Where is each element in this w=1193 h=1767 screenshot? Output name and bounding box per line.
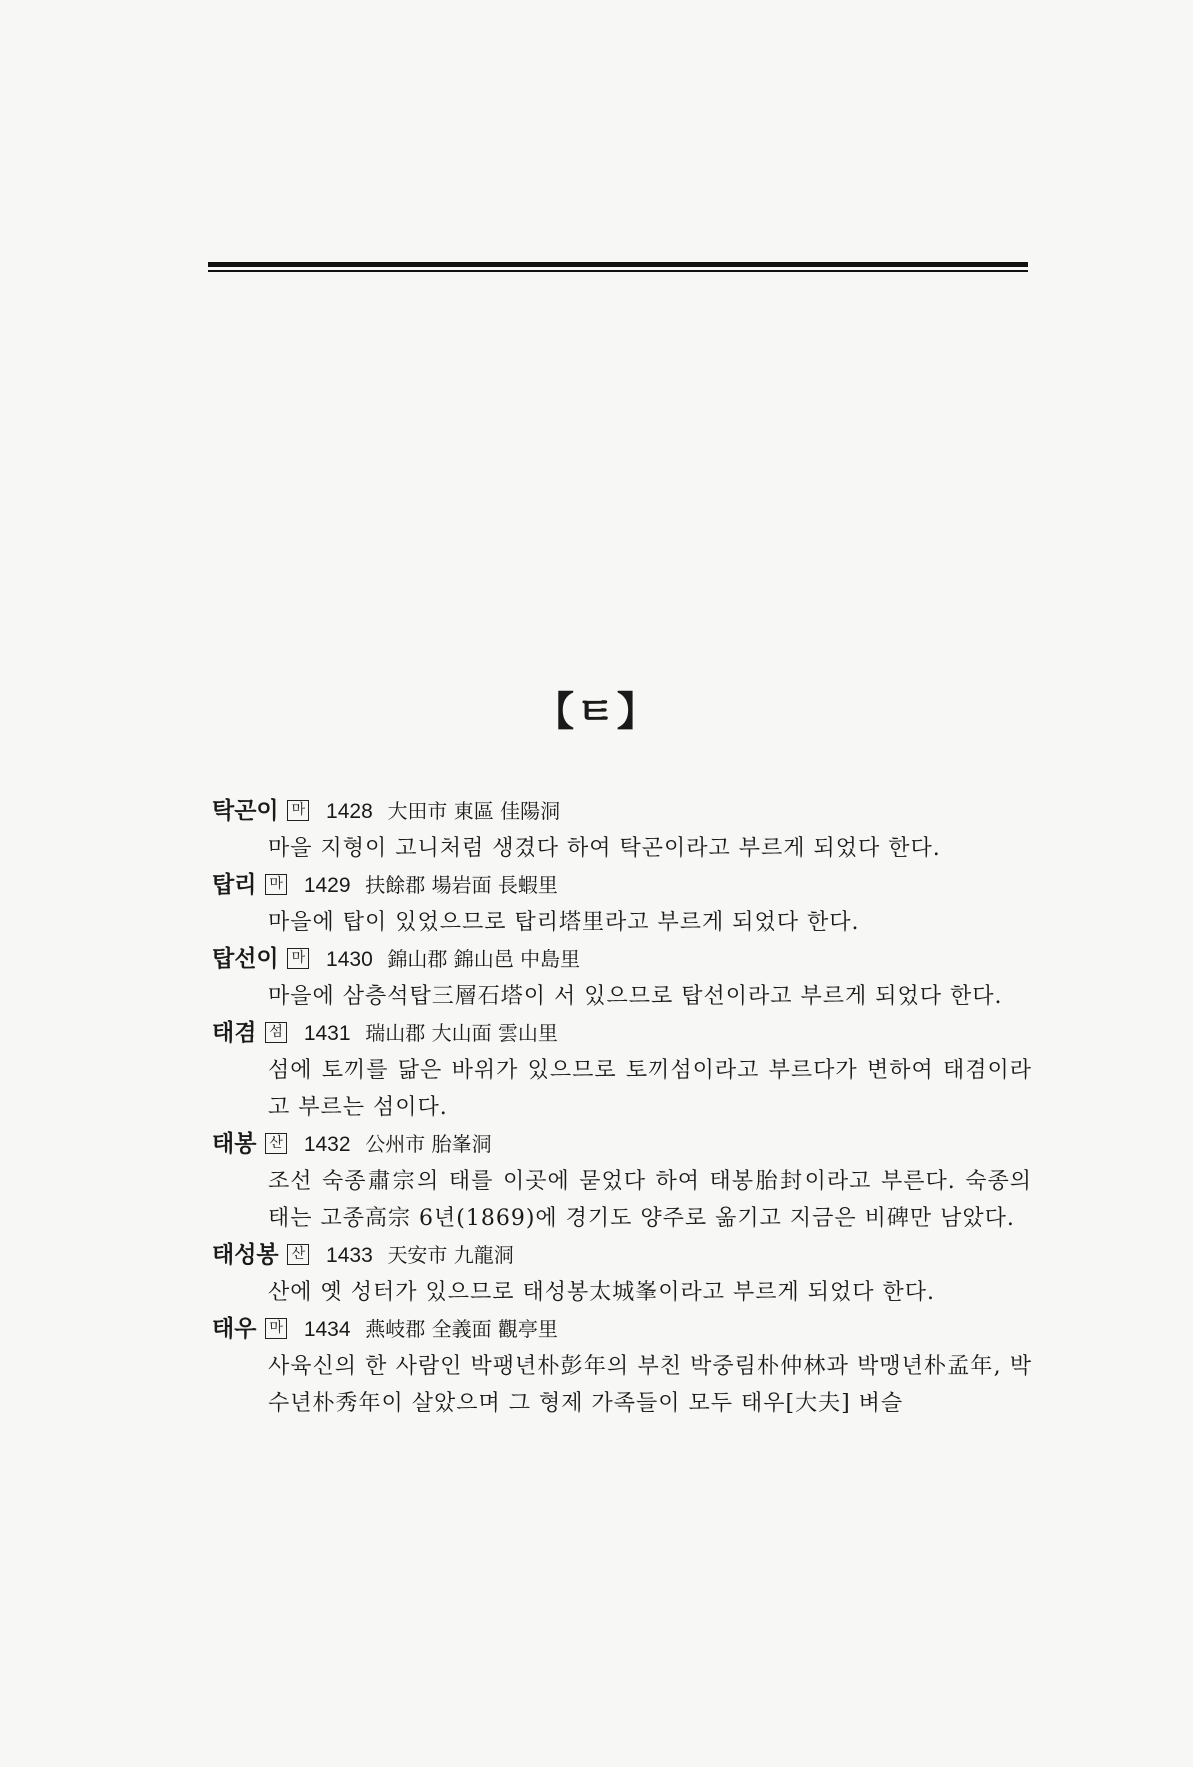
entry-description: 조선 숙종肅宗의 태를 이곳에 묻었다 하여 태봉胎封이라고 부른다. 숙종의 태는 고종高宗 6년(1869)에 경기도 양주로 옮기고 지금은 비碑만 남았다.	[268, 1169, 1032, 1231]
entry-description: 섬에 토끼를 닮은 바위가 있으므로 토끼섬이라고 부르다가 변하여 태겸이라고 부르는 섬이다.	[268, 1058, 1032, 1120]
entry-1429	[212, 867, 1032, 941]
entry-headword: 태겸	[212, 1020, 257, 1046]
entry-header	[212, 1126, 1032, 1163]
entry-number: 1434	[303, 1318, 351, 1341]
entry-1433	[212, 1237, 1032, 1311]
entry-type-tag: 산	[265, 1133, 287, 1154]
entry-number: 1429	[303, 874, 351, 897]
entry-description: 마을 지형이 고니처럼 생겼다 하여 탁곤이라고 부르게 되었다 한다.	[268, 836, 941, 861]
entry-headword: 태성봉	[212, 1242, 279, 1268]
header-rule-thin	[208, 270, 1028, 272]
entry-1430	[212, 941, 1032, 1015]
entry-address: 瑞山郡 大山面 雲山里	[365, 1021, 558, 1045]
entry-description: 산에 옛 성터가 있으므로 태성봉太城峯이라고 부르게 되었다 한다.	[268, 1280, 935, 1305]
entry-description: 사육신의 한 사람인 박팽년朴彭年의 부친 박중림朴仲林과 박맹년朴孟年, 박수년朴秀年이 살았으며 그 형제 가족들이 모두 태우[大夫] 벼슬	[268, 1354, 1032, 1416]
entry-number: 1433	[326, 1244, 373, 1267]
entry-type-tag: 산	[287, 1244, 309, 1265]
entry-list	[212, 793, 1032, 1422]
entry-header	[212, 867, 1032, 904]
entry-number: 1431	[303, 1022, 351, 1045]
entry-address: 扶餘郡 場岩面 長蝦里	[365, 873, 558, 897]
entry-description: 마을에 탑이 있었으므로 탑리塔里라고 부르게 되었다 한다.	[268, 910, 860, 935]
entry-headword: 탑리	[212, 872, 257, 898]
entry-1431	[212, 1015, 1032, 1126]
entry-headword: 태봉	[212, 1131, 257, 1157]
entry-address: 天安市 九龍洞	[387, 1243, 514, 1267]
entry-address: 燕岐郡 全義面 觀亭里	[365, 1317, 558, 1341]
entry-header	[212, 793, 1032, 830]
entry-header	[212, 1237, 1032, 1274]
entry-address: 公州市 胎峯洞	[365, 1132, 492, 1156]
entry-header	[212, 941, 1032, 978]
entry-type-tag: 마	[287, 948, 309, 969]
entry-headword: 탑선이	[212, 946, 279, 972]
entry-type-tag: 마	[287, 800, 309, 821]
entry-number: 1430	[326, 948, 373, 971]
entry-headword: 탁곤이	[212, 798, 279, 824]
entry-address: 大田市 東區 佳陽洞	[387, 799, 561, 823]
entry-1432	[212, 1126, 1032, 1237]
entry-number: 1428	[326, 800, 373, 823]
entry-header	[212, 1015, 1032, 1052]
entry-headword: 태우	[212, 1316, 257, 1342]
entry-1428	[212, 793, 1032, 867]
section-heading: 【ㅌ】	[534, 689, 659, 735]
entry-address: 錦山郡 錦山邑 中島里	[387, 947, 581, 971]
header-rule-thick	[208, 262, 1028, 267]
entry-description: 마을에 삼층석탑三層石塔이 서 있으므로 탑선이라고 부르게 되었다 한다.	[268, 984, 1003, 1009]
entry-type-tag: 마	[265, 874, 287, 895]
entry-header	[212, 1311, 1032, 1348]
entry-number: 1432	[303, 1133, 351, 1156]
entry-type-tag: 마	[265, 1318, 287, 1339]
entry-1434	[212, 1311, 1032, 1422]
entry-type-tag: 섬	[265, 1022, 287, 1043]
